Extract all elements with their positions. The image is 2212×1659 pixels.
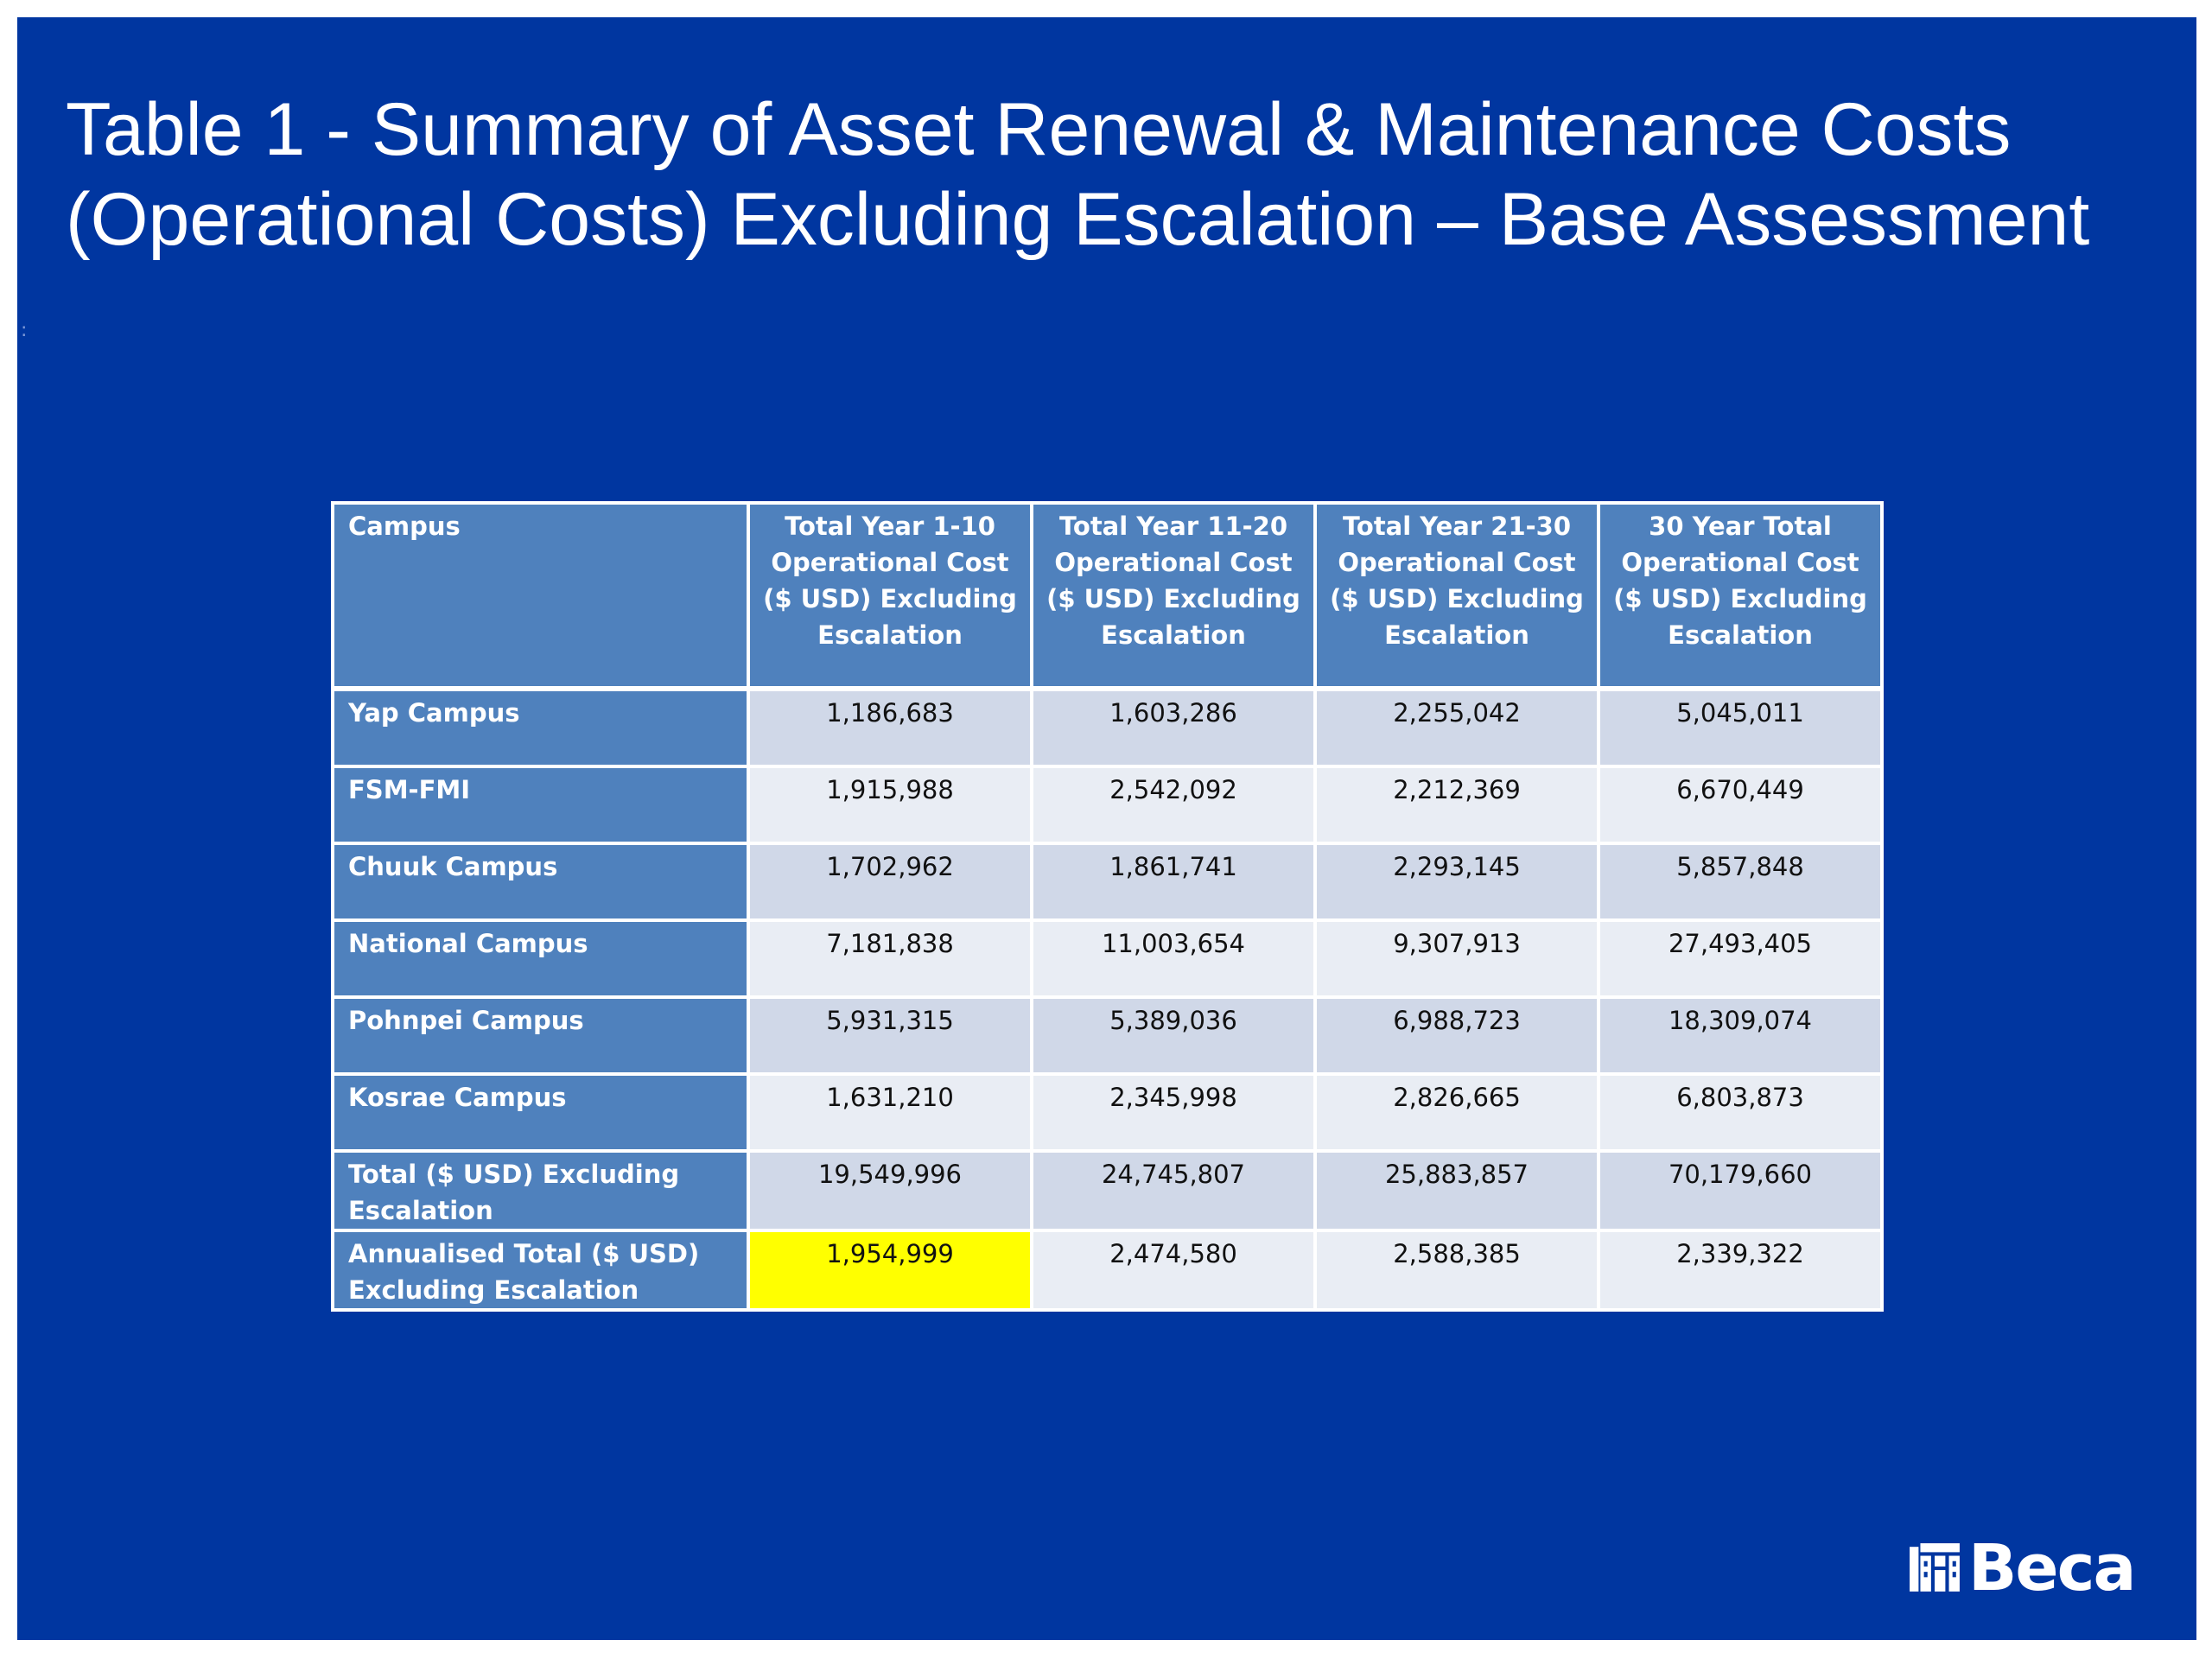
row-label: Total ($ USD) Excluding Escalation <box>333 1151 748 1230</box>
cell-30-year-total: 27,493,405 <box>1599 920 1882 997</box>
slide-title-line-2: (Operational Costs) Excluding Escalation – Base Assessment <box>66 178 2090 261</box>
header-year-1-10: Total Year 1-10 Operational Cost ($ USD) Excluding Escalation <box>748 503 1032 689</box>
cell-year-11-20: 11,003,654 <box>1032 920 1315 997</box>
table-row <box>333 1074 1882 1151</box>
cell-year-1-10: 5,931,315 <box>748 997 1032 1074</box>
cell-year-11-20: 2,345,998 <box>1032 1074 1315 1151</box>
cell-30-year-total: 6,803,873 <box>1599 1074 1882 1151</box>
cell-year-1-10: 1,702,962 <box>748 843 1032 920</box>
header-30-year-total: 30 Year Total Operational Cost ($ USD) Excluding Escalation <box>1599 503 1882 689</box>
stray-mark: : <box>21 320 28 341</box>
cell-year-21-30: 2,212,369 <box>1315 766 1599 843</box>
cell-year-11-20: 1,861,741 <box>1032 843 1315 920</box>
operational-cost-table <box>331 501 1884 1312</box>
table-header-row <box>333 503 1882 689</box>
cell-year-21-30: 6,988,723 <box>1315 997 1599 1074</box>
slide-title <box>66 85 2157 264</box>
cell-30-year-total: 2,339,322 <box>1599 1230 1882 1310</box>
cell-30-year-total: 5,045,011 <box>1599 689 1882 766</box>
cell-30-year-total: 18,309,074 <box>1599 997 1882 1074</box>
row-label: Pohnpei Campus <box>333 997 748 1074</box>
row-label: FSM-FMI <box>333 766 748 843</box>
cell-year-21-30: 9,307,913 <box>1315 920 1599 997</box>
table-row <box>333 766 1882 843</box>
slide <box>17 17 2196 1640</box>
highlighted-cell-year-1-10: 1,954,999 <box>748 1230 1032 1310</box>
table-row <box>333 920 1882 997</box>
header-year-11-20: Total Year 11-20 Operational Cost ($ USD) Excluding Escalation <box>1032 503 1315 689</box>
cell-30-year-total: 5,857,848 <box>1599 843 1882 920</box>
logo-text: Beca <box>1968 1531 2135 1605</box>
cell-30-year-total: 70,179,660 <box>1599 1151 1882 1230</box>
cell-year-11-20: 2,474,580 <box>1032 1230 1315 1310</box>
cell-year-21-30: 2,293,145 <box>1315 843 1599 920</box>
cell-year-11-20: 1,603,286 <box>1032 689 1315 766</box>
cell-year-21-30: 2,826,665 <box>1315 1074 1599 1151</box>
header-year-21-30: Total Year 21-30 Operational Cost ($ USD) Excluding Escalation <box>1315 503 1599 689</box>
row-label: Yap Campus <box>333 689 748 766</box>
row-label: Kosrae Campus <box>333 1074 748 1151</box>
cell-year-1-10: 7,181,838 <box>748 920 1032 997</box>
row-label: Annualised Total ($ USD) Excluding Escalation <box>333 1230 748 1310</box>
cell-30-year-total: 6,670,449 <box>1599 766 1882 843</box>
cell-year-21-30: 2,255,042 <box>1315 689 1599 766</box>
table-row <box>333 997 1882 1074</box>
header-campus: Campus <box>333 503 748 689</box>
cell-year-1-10: 1,186,683 <box>748 689 1032 766</box>
slide-title-line-1: Table 1 - Summary of Asset Renewal & Maintenance Costs <box>66 88 2012 171</box>
beca-logo <box>1908 1531 2135 1605</box>
cell-year-1-10: 19,549,996 <box>748 1151 1032 1230</box>
cell-year-11-20: 24,745,807 <box>1032 1151 1315 1230</box>
table-row-total <box>333 1151 1882 1230</box>
table-row <box>333 843 1882 920</box>
cell-year-1-10: 1,631,210 <box>748 1074 1032 1151</box>
cell-year-11-20: 5,389,036 <box>1032 997 1315 1074</box>
row-label: Chuuk Campus <box>333 843 748 920</box>
row-label: National Campus <box>333 920 748 997</box>
cell-year-1-10: 1,915,988 <box>748 766 1032 843</box>
table-row-annualised <box>333 1230 1882 1310</box>
cell-year-21-30: 25,883,857 <box>1315 1151 1599 1230</box>
cell-year-21-30: 2,588,385 <box>1315 1230 1599 1310</box>
table-row <box>333 689 1882 766</box>
cell-year-11-20: 2,542,092 <box>1032 766 1315 843</box>
beca-building-logo-icon <box>1908 1541 1961 1595</box>
